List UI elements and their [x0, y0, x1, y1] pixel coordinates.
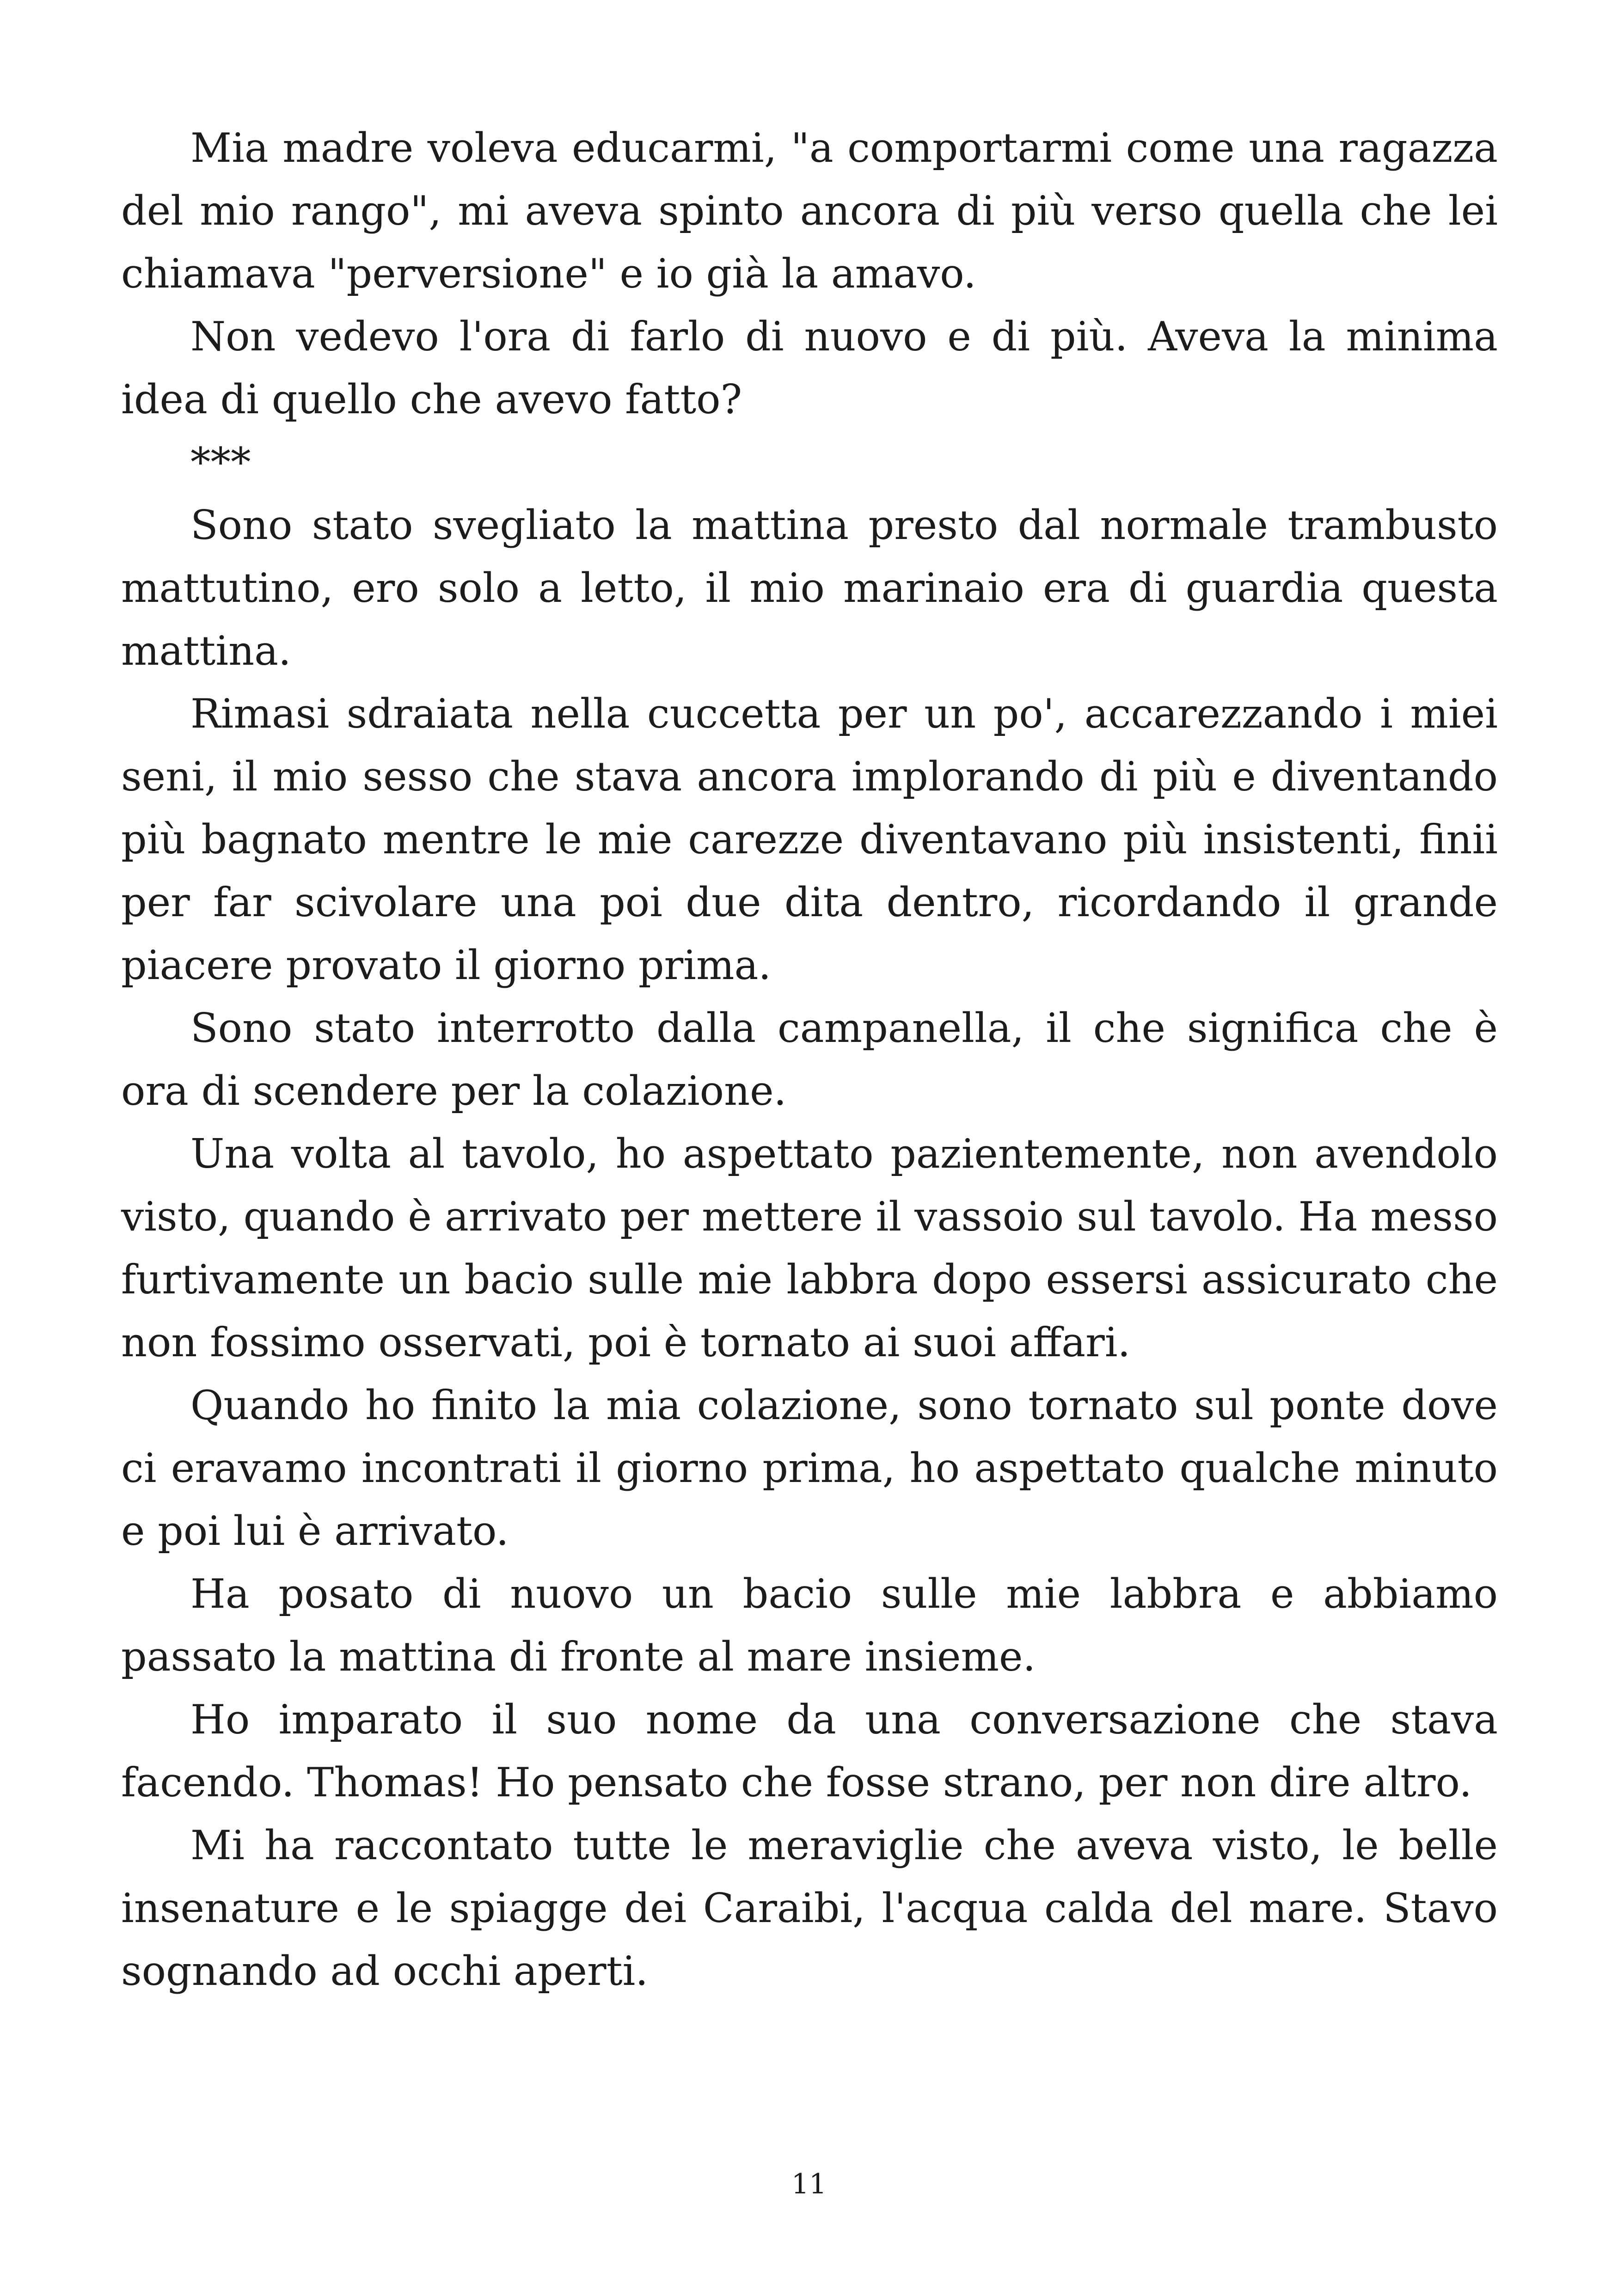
paragraph: Quando ho finito la mia colazione, sono tornato sul ponte dove ci eravamo incontrati il giorno prima, ho aspettato qualche minuto e poi lui è arrivato.	[121, 1382, 1498, 1555]
paragraph: Sono stato interrotto dalla campanella, il che significa che è ora di scendere per la colazione.	[121, 1004, 1498, 1114]
paragraph: Ha posato di nuovo un bacio sulle mie labbra e abbiamo passato la mattina di fronte al mare insieme.	[121, 1570, 1498, 1680]
page-number: 11	[791, 2168, 827, 2200]
paragraph: Rimasi sdraiata nella cuccetta per un po', accarezzando i miei seni, il mio sesso che stava ancora implorando di più e diventando più bagnato mentre le mie carezze diventavano più insistenti, finii per far scivolare una poi due dita dentro, ricordando il grande piacere provato il giorno prima.	[121, 690, 1498, 989]
paragraph: Ho imparato il suo nome da una conversazione che stava facendo. Thomas! Ho pensato che fosse strano, per non dire altro.	[121, 1696, 1498, 1806]
paragraph: Mi ha raccontato tutte le meraviglie che aveva visto, le belle insenature e le spiagge dei Caraibi, l'acqua calda del mare. Stavo sognando ad occhi aperti.	[121, 1822, 1498, 1995]
scene-break: ***	[190, 439, 251, 486]
paragraph: Non vedevo l'ora di farlo di nuovo e di più. Aveva la minima idea di quello che avevo fatto?	[121, 313, 1498, 423]
paragraph: Una volta al tavolo, ho aspettato pazientemente, non avendolo visto, quando è arrivato per mettere il vassoio sul tavolo. Ha messo furtivamente un bacio sulle mie labbra dopo essersi assicurato che non fossimo osservati, poi è tornato ai suoi affari.	[121, 1130, 1498, 1366]
paragraph: Sono stato svegliato la mattina presto dal normale trambusto mattutino, ero solo a letto, il mio marinaio era di guardia questa mattina.	[121, 502, 1498, 674]
body-text	[121, 116, 1498, 2002]
paragraph: Mia madre voleva educarmi, "a comportarmi come una ragazza del mio rango", mi aveva spinto ancora di più verso quella che lei chiamava "perversione" e io già la amavo.	[121, 124, 1498, 297]
